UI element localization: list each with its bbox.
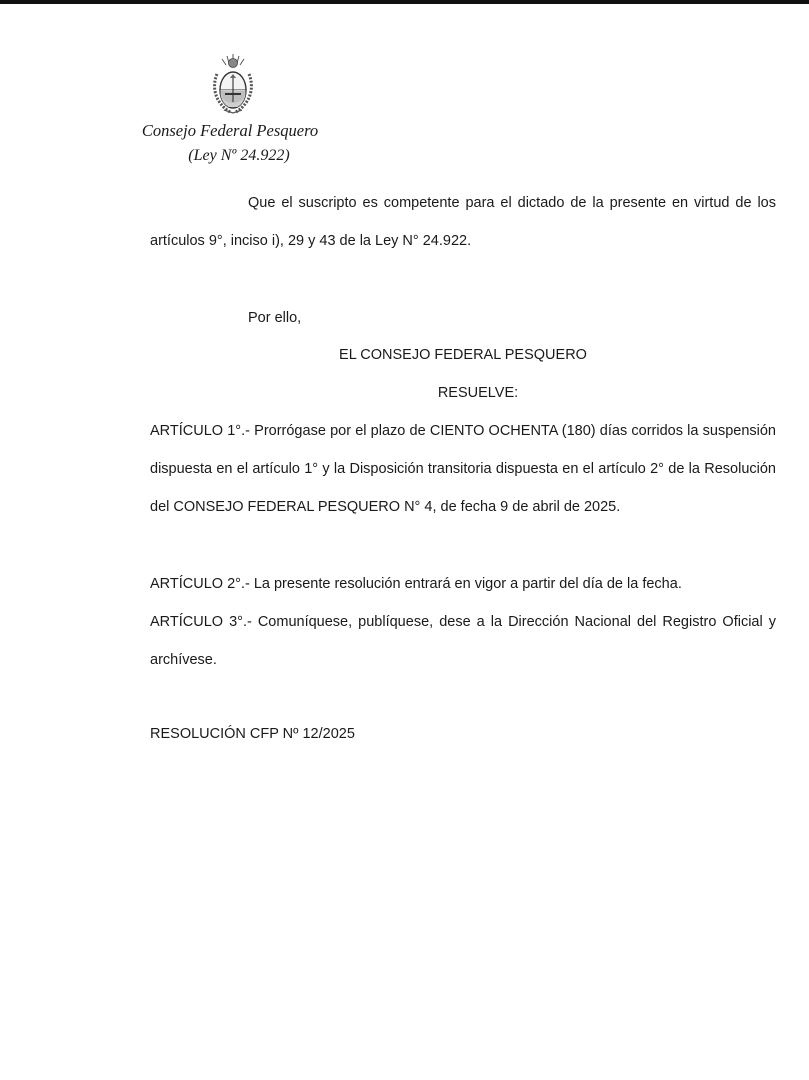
- organization-title: Consejo Federal Pesquero: [141, 121, 319, 140]
- council-heading: EL CONSEJO FEDERAL PESQUERO: [339, 347, 587, 363]
- articulo-3: ARTÍCULO 3°.- Comuníquese, publíquese, dese a la Dirección Nacional del Registro Oficial y archívese.: [150, 614, 776, 668]
- articulo-2: ARTÍCULO 2°.- La presente resolución entrará en vigor a partir del día de la fecha.: [150, 576, 682, 592]
- articulo-1: ARTÍCULO 1°.- Prorrógase por el plazo de CIENTO OCHENTA (180) días corridos la suspensión dispuesta en el artículo 1° y la Disposición transitoria dispuesta en el artículo 2° de la Resolución del CONSEJO FEDERAL PESQUERO N° 4, de fecha 9 de abril de 2025.: [150, 423, 776, 515]
- coat-of-arms-icon: [208, 52, 258, 116]
- resuelve-heading: RESUELVE:: [437, 385, 519, 401]
- law-reference: (Ley Nº 24.922): [188, 147, 290, 164]
- por-ello-paragraph: Por ello,: [248, 310, 302, 326]
- considerando-paragraph: Que el suscripto es competente para el dictado de la presente en virtud de los artículos 9°, inciso i), 29 y 43 de la Ley N° 24.922.: [150, 195, 776, 249]
- resolution-number: RESOLUCIÓN CFP Nº 12/2025: [150, 726, 355, 742]
